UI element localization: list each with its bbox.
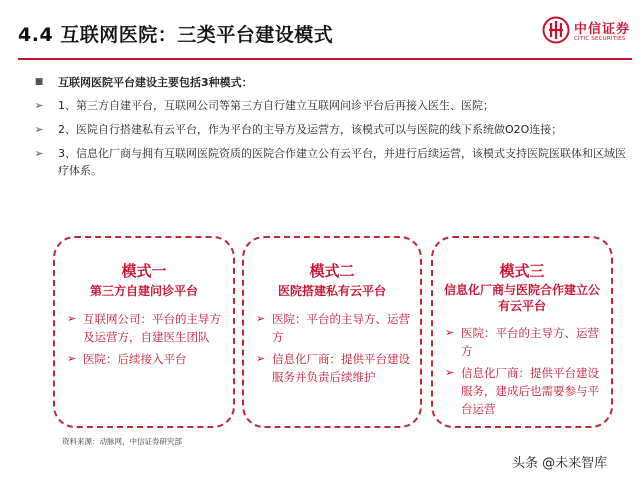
mode-title: 模式二 <box>309 262 355 280</box>
bullet-item-text: 2、医院自行搭建私有云平台，作为平台的主导方及运营方，该模式可以与医院的线下系统做O2O连接； <box>58 123 563 136</box>
bullet-list <box>30 74 630 186</box>
mode-subtitle: 信息化厂商与医院合作建立公有云平台 <box>443 283 600 313</box>
mode-item-text: 医院：平台的主导方、运营方 <box>272 312 410 344</box>
mode-item-list <box>67 310 225 372</box>
source-note: 资料来源：动脉网，中信证券研究部 <box>62 437 182 446</box>
mode-item-text: 医院：平台的主导方、运营方 <box>461 326 599 358</box>
arrow-bullet-icon: ➢ <box>34 147 44 160</box>
arrow-bullet-icon: ➢ <box>34 123 44 136</box>
arrow-bullet-icon: ➢ <box>34 99 44 112</box>
arrow-bullet-icon: ➢ <box>445 326 455 339</box>
mode-item-text: 信息化厂商：提供平台建设服务并负责后续维护 <box>272 352 410 384</box>
title-divider <box>18 58 632 60</box>
brand-name-en: CITIC SECURITIES <box>574 36 626 42</box>
bullet-item-text: 3、信息化厂商与拥有互联网医院资质的医院合作建立公有云平台，并进行后续运营，该模式支持医院医联体和区域医疗体系。 <box>58 147 626 177</box>
mode-title: 模式一 <box>121 262 167 280</box>
mode-item <box>256 350 412 386</box>
mode-card-1 <box>53 236 235 428</box>
mode-subtitle: 第三方自建问诊平台 <box>89 284 198 298</box>
mode-card-2 <box>242 236 422 428</box>
watermark: 头条 @未来智库 <box>512 456 608 471</box>
mode-subtitle: 医院搭建私有云平台 <box>277 284 386 298</box>
mode-item-text: 互联网公司：平台的主导方及运营方，自建医生团队 <box>83 312 221 344</box>
mode-item-text: 医院：后续接入平台 <box>83 352 187 366</box>
bullet-item-text: 1、第三方自建平台，互联网公司等第三方自行建立互联网问诊平台后再接入医生、医院； <box>58 99 494 112</box>
arrow-bullet-icon: ➢ <box>256 312 266 325</box>
mode-item <box>256 310 412 346</box>
mode-item <box>445 324 603 360</box>
arrow-bullet-icon: ➢ <box>256 352 266 365</box>
brand-logo <box>542 14 632 54</box>
bullet-intro <box>30 74 630 91</box>
mode-item-list <box>256 310 412 390</box>
bullet-item <box>30 145 630 179</box>
bullet-item <box>30 97 630 114</box>
mode-card-3 <box>431 236 613 428</box>
mode-item <box>67 350 225 368</box>
mode-item-text: 信息化厂商：提供平台建设服务，建成后也需要参与平台运营 <box>461 366 599 416</box>
mode-item-list <box>445 324 603 422</box>
brand-name-cn: 中信证券 <box>574 22 631 37</box>
page-title: 4.4 互联网医院：三类平台建设模式 <box>18 24 334 46</box>
bullet-intro-text: 互联网医院平台建设主要包括3种模式： <box>58 76 253 89</box>
mode-item <box>445 364 603 418</box>
mode-item <box>67 310 225 346</box>
arrow-bullet-icon: ➢ <box>445 366 455 379</box>
bullet-item <box>30 121 630 138</box>
arrow-bullet-icon: ➢ <box>67 352 77 365</box>
arrow-bullet-icon: ➢ <box>67 312 77 325</box>
mode-title: 模式三 <box>499 262 545 280</box>
citic-logo-icon <box>542 16 570 44</box>
square-bullet-icon: ■ <box>34 77 44 87</box>
